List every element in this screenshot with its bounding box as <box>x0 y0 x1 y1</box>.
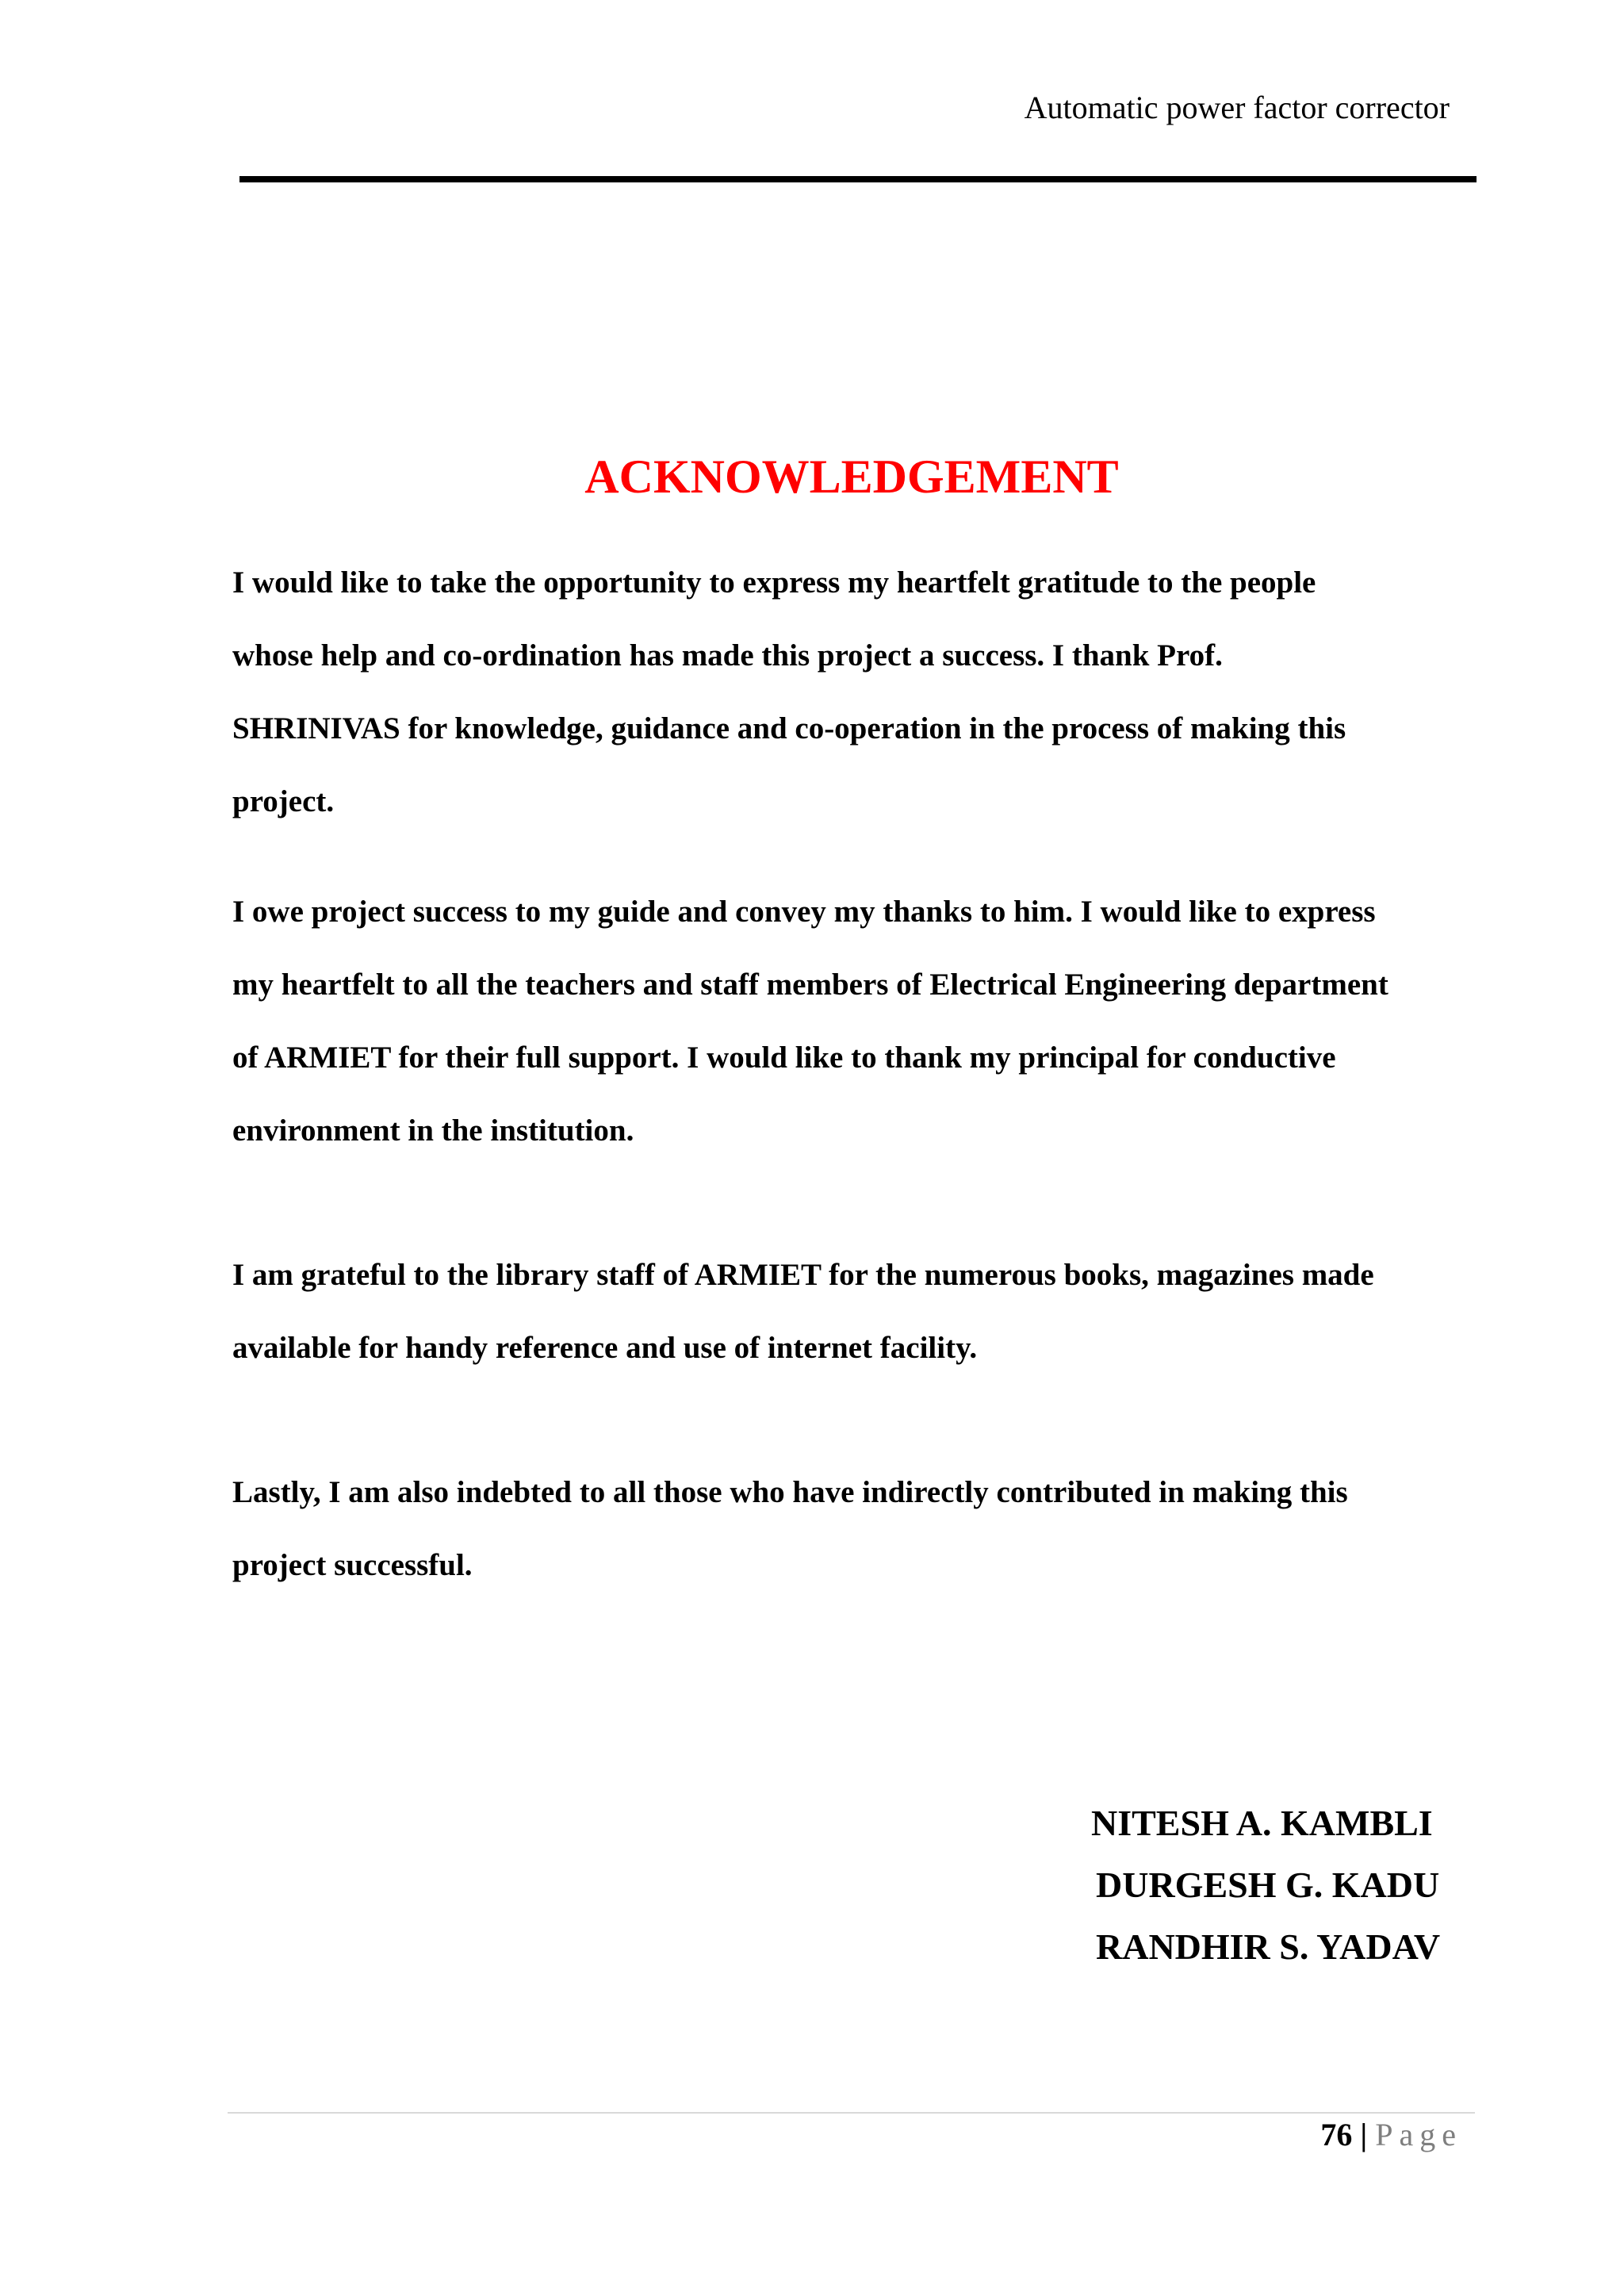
paragraph-line: my heartfelt to all the teachers and staff members of Electrical Engineering department <box>232 968 1388 1002</box>
paragraph-line: I owe project success to my guide and convey my thanks to him. I would like to express <box>232 895 1376 929</box>
page-number: 76 <box>1320 2117 1353 2152</box>
footer-rule <box>228 2112 1475 2114</box>
paragraph-4 <box>232 1456 1485 1602</box>
signature-name: NITESH A. KAMBLI <box>1091 1803 1433 1843</box>
signature-block <box>1091 1792 1440 1978</box>
running-header-title: Automatic power factor corrector <box>1024 90 1450 125</box>
signature-name: DURGESH G. KADU <box>1096 1865 1440 1905</box>
paragraph-line: environment in the institution. <box>232 1114 634 1148</box>
signature-name: RANDHIR S. YADAV <box>1096 1926 1441 1967</box>
page-separator: | <box>1360 2117 1368 2152</box>
paragraph-line: project. <box>232 784 335 818</box>
paragraph-1 <box>232 546 1485 838</box>
page-label: Page <box>1375 2117 1462 2152</box>
header-rule <box>239 176 1477 182</box>
paragraph-line: of ARMIET for their full support. I would like to thank my principal for conductive <box>232 1041 1336 1075</box>
paragraph-line: available for handy reference and use of internet facility. <box>232 1331 978 1365</box>
paragraph-3 <box>232 1239 1485 1385</box>
page-footer <box>1320 2116 1462 2153</box>
paragraph-line: I would like to take the opportunity to express my heartfelt gratitude to the people <box>232 565 1316 600</box>
paragraph-line: whose help and co-ordination has made this project a success. I thank Prof. <box>232 638 1223 673</box>
paragraph-line: I am grateful to the library staff of ARMIET for the numerous books, magazines made <box>232 1258 1374 1292</box>
paragraph-line: SHRINIVAS for knowledge, guidance and co-operation in the process of making this <box>232 711 1346 746</box>
paragraph-line: Lastly, I am also indebted to all those who have indirectly contributed in making this <box>232 1475 1348 1509</box>
page-title: ACKNOWLEDGEMENT <box>584 450 1119 503</box>
paragraph-line: project successful. <box>232 1548 473 1582</box>
paragraph-2 <box>232 876 1485 1167</box>
